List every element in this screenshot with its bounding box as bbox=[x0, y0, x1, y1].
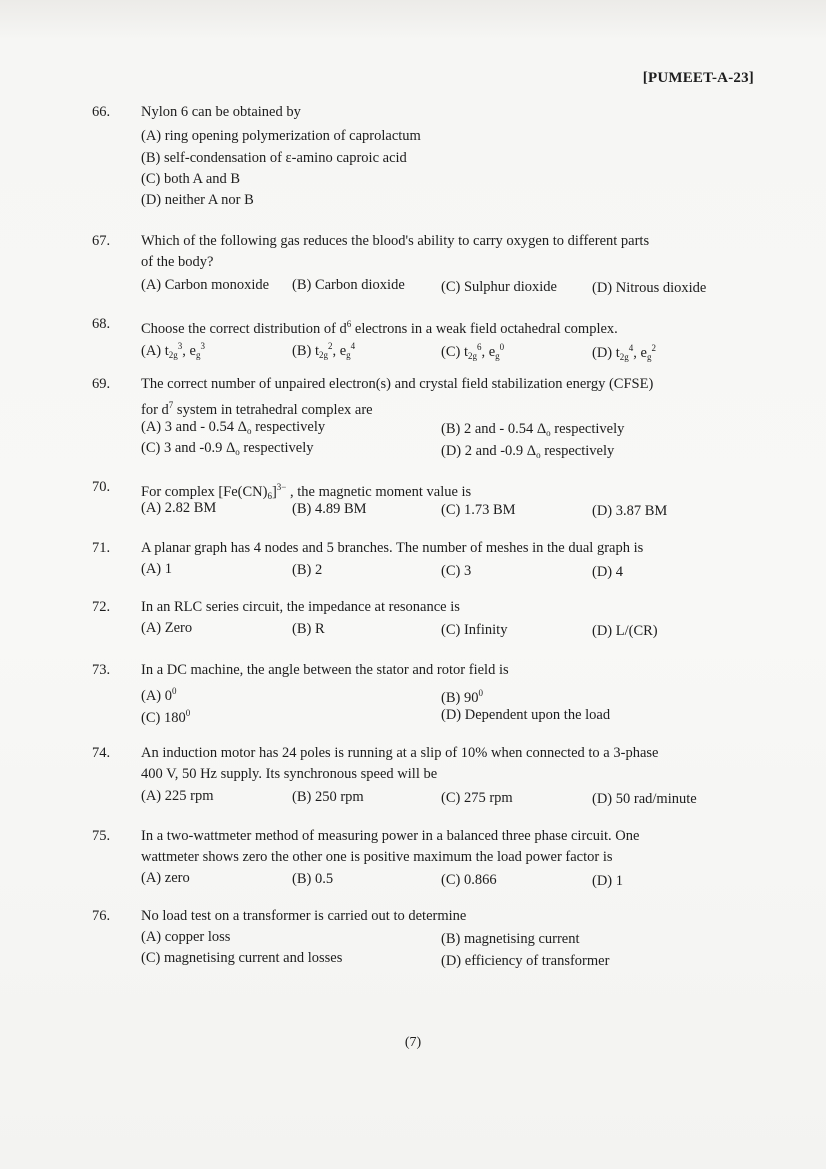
option-b: (B) $90^0$ bbox=[441, 688, 483, 706]
option-a: (A) Zero bbox=[141, 620, 193, 636]
option-a: (A) 3 and - 0.54 $\Delta_o$ respectively bbox=[141, 419, 326, 436]
option-b: (B) $t_{2g}^2$, $e_g^4$ bbox=[292, 341, 356, 360]
option-c: (C) $180^0$ bbox=[141, 708, 191, 726]
option-b: (B) 4.89 BM bbox=[292, 501, 367, 517]
question-number: 71. bbox=[92, 540, 111, 556]
option-b: (B) 2 and - 0.54 $\Delta_o$ respectively bbox=[441, 421, 625, 438]
option-d: (D) Nitrous dioxide bbox=[592, 280, 707, 296]
question-text-line2: for $d^7$ system in tetrahedral complex are bbox=[141, 400, 373, 418]
question-number: 70. bbox=[92, 479, 111, 495]
question-text: Which of the following gas reduces the blood's ability to carry oxygen to different parts bbox=[141, 233, 650, 249]
option-b: (B) 250 rpm bbox=[292, 789, 364, 805]
option-d: (D) 1 bbox=[592, 873, 624, 889]
question-text: No load test on a transformer is carried out to determine bbox=[141, 908, 467, 924]
option-c: (C) Infinity bbox=[441, 622, 508, 638]
option-a: (A) 225 rpm bbox=[141, 788, 214, 804]
option-d: (D) 50 rad/minute bbox=[592, 791, 697, 807]
question-text: In a DC machine, the angle between the stator and rotor field is bbox=[141, 662, 509, 678]
option-b: (B) self-condensation of ε-amino caproic acid bbox=[141, 150, 407, 166]
paper-code: [PUMEET-A-23] bbox=[642, 70, 754, 86]
question-text: An induction motor has 24 poles is running at a slip of 10% when connected to a 3-phase bbox=[141, 745, 659, 761]
option-a: (A) 2.82 BM bbox=[141, 500, 217, 516]
question-number: 72. bbox=[92, 599, 111, 615]
question-text: A planar graph has 4 nodes and 5 branches. The number of meshes in the dual graph is bbox=[141, 540, 644, 556]
question-text-line2: of the body? bbox=[141, 254, 214, 270]
question-number: 68. bbox=[92, 316, 111, 332]
question-number: 76. bbox=[92, 908, 111, 924]
question-text-line2: wattmeter shows zero the other one is positive maximum the load power factor is bbox=[141, 849, 613, 865]
question-text: Choose the correct distribution of $d^6$ electrons in a weak field octahedral complex. bbox=[141, 319, 618, 337]
question-number: 69. bbox=[92, 376, 111, 392]
option-a: (A) ring opening polymerization of caprolactum bbox=[141, 128, 421, 144]
option-b: (B) magnetising current bbox=[441, 931, 580, 947]
question-text: For complex $[Fe(CN)_6]^{3-}$ , the magnetic moment value is bbox=[141, 482, 472, 501]
question-text: Nylon 6 can be obtained by bbox=[141, 104, 301, 120]
option-a: (A) 1 bbox=[141, 561, 173, 577]
option-d: (D) efficiency of transformer bbox=[441, 953, 610, 969]
question-text: In a two-wattmeter method of measuring power in a balanced three phase circuit. One bbox=[141, 828, 640, 844]
option-b: (B) 2 bbox=[292, 562, 323, 578]
option-a: (A) copper loss bbox=[141, 929, 231, 945]
option-d: (D) L/(CR) bbox=[592, 623, 658, 639]
question-text: In an RLC series circuit, the impedance at resonance is bbox=[141, 599, 460, 615]
question-number: 66. bbox=[92, 104, 111, 120]
option-b: (B) R bbox=[292, 621, 325, 637]
option-a: (A) Carbon monoxide bbox=[141, 277, 270, 293]
option-a: (A) $t_{2g}^3$, $e_g^3$ bbox=[141, 341, 205, 360]
option-b: (B) 0.5 bbox=[292, 871, 334, 887]
option-b: (B) Carbon dioxide bbox=[292, 277, 405, 293]
question-text: The correct number of unpaired electron(s) and crystal field stabilization energy (CFSE) bbox=[141, 376, 654, 392]
option-d: (D) 2 and -0.9 $\Delta_o$ respectively bbox=[441, 443, 615, 460]
question-number: 75. bbox=[92, 828, 111, 844]
question-number: 73. bbox=[92, 662, 111, 678]
option-c: (C) 3 bbox=[441, 563, 472, 579]
option-d: (D) 4 bbox=[592, 564, 624, 580]
option-c: (C) 0.866 bbox=[441, 872, 497, 888]
option-c: (C) Sulphur dioxide bbox=[441, 279, 557, 295]
option-a: (A) zero bbox=[141, 870, 190, 886]
question-number: 74. bbox=[92, 745, 111, 761]
option-c: (C) 3 and -0.9 $\Delta_o$ respectively bbox=[141, 440, 314, 457]
option-c: (C) 1.73 BM bbox=[441, 502, 516, 518]
option-c: (C) 275 rpm bbox=[441, 790, 513, 806]
question-number: 67. bbox=[92, 233, 111, 249]
question-text-line2: 400 V, 50 Hz supply. Its synchronous speed will be bbox=[141, 766, 438, 782]
option-d: (D) $t_{2g}^4$, $e_g^2$ bbox=[592, 343, 656, 362]
option-a: (A) $0^0$ bbox=[141, 686, 177, 704]
option-d: (D) 3.87 BM bbox=[592, 503, 668, 519]
option-c: (C) $t_{2g}^6$, $e_g^0$ bbox=[441, 342, 505, 361]
page-number: (7) bbox=[404, 1035, 422, 1050]
option-d: (D) neither A nor B bbox=[141, 192, 254, 208]
option-c: (C) both A and B bbox=[141, 171, 241, 187]
option-c: (C) magnetising current and losses bbox=[141, 950, 343, 966]
option-d: (D) Dependent upon the load bbox=[441, 707, 611, 723]
